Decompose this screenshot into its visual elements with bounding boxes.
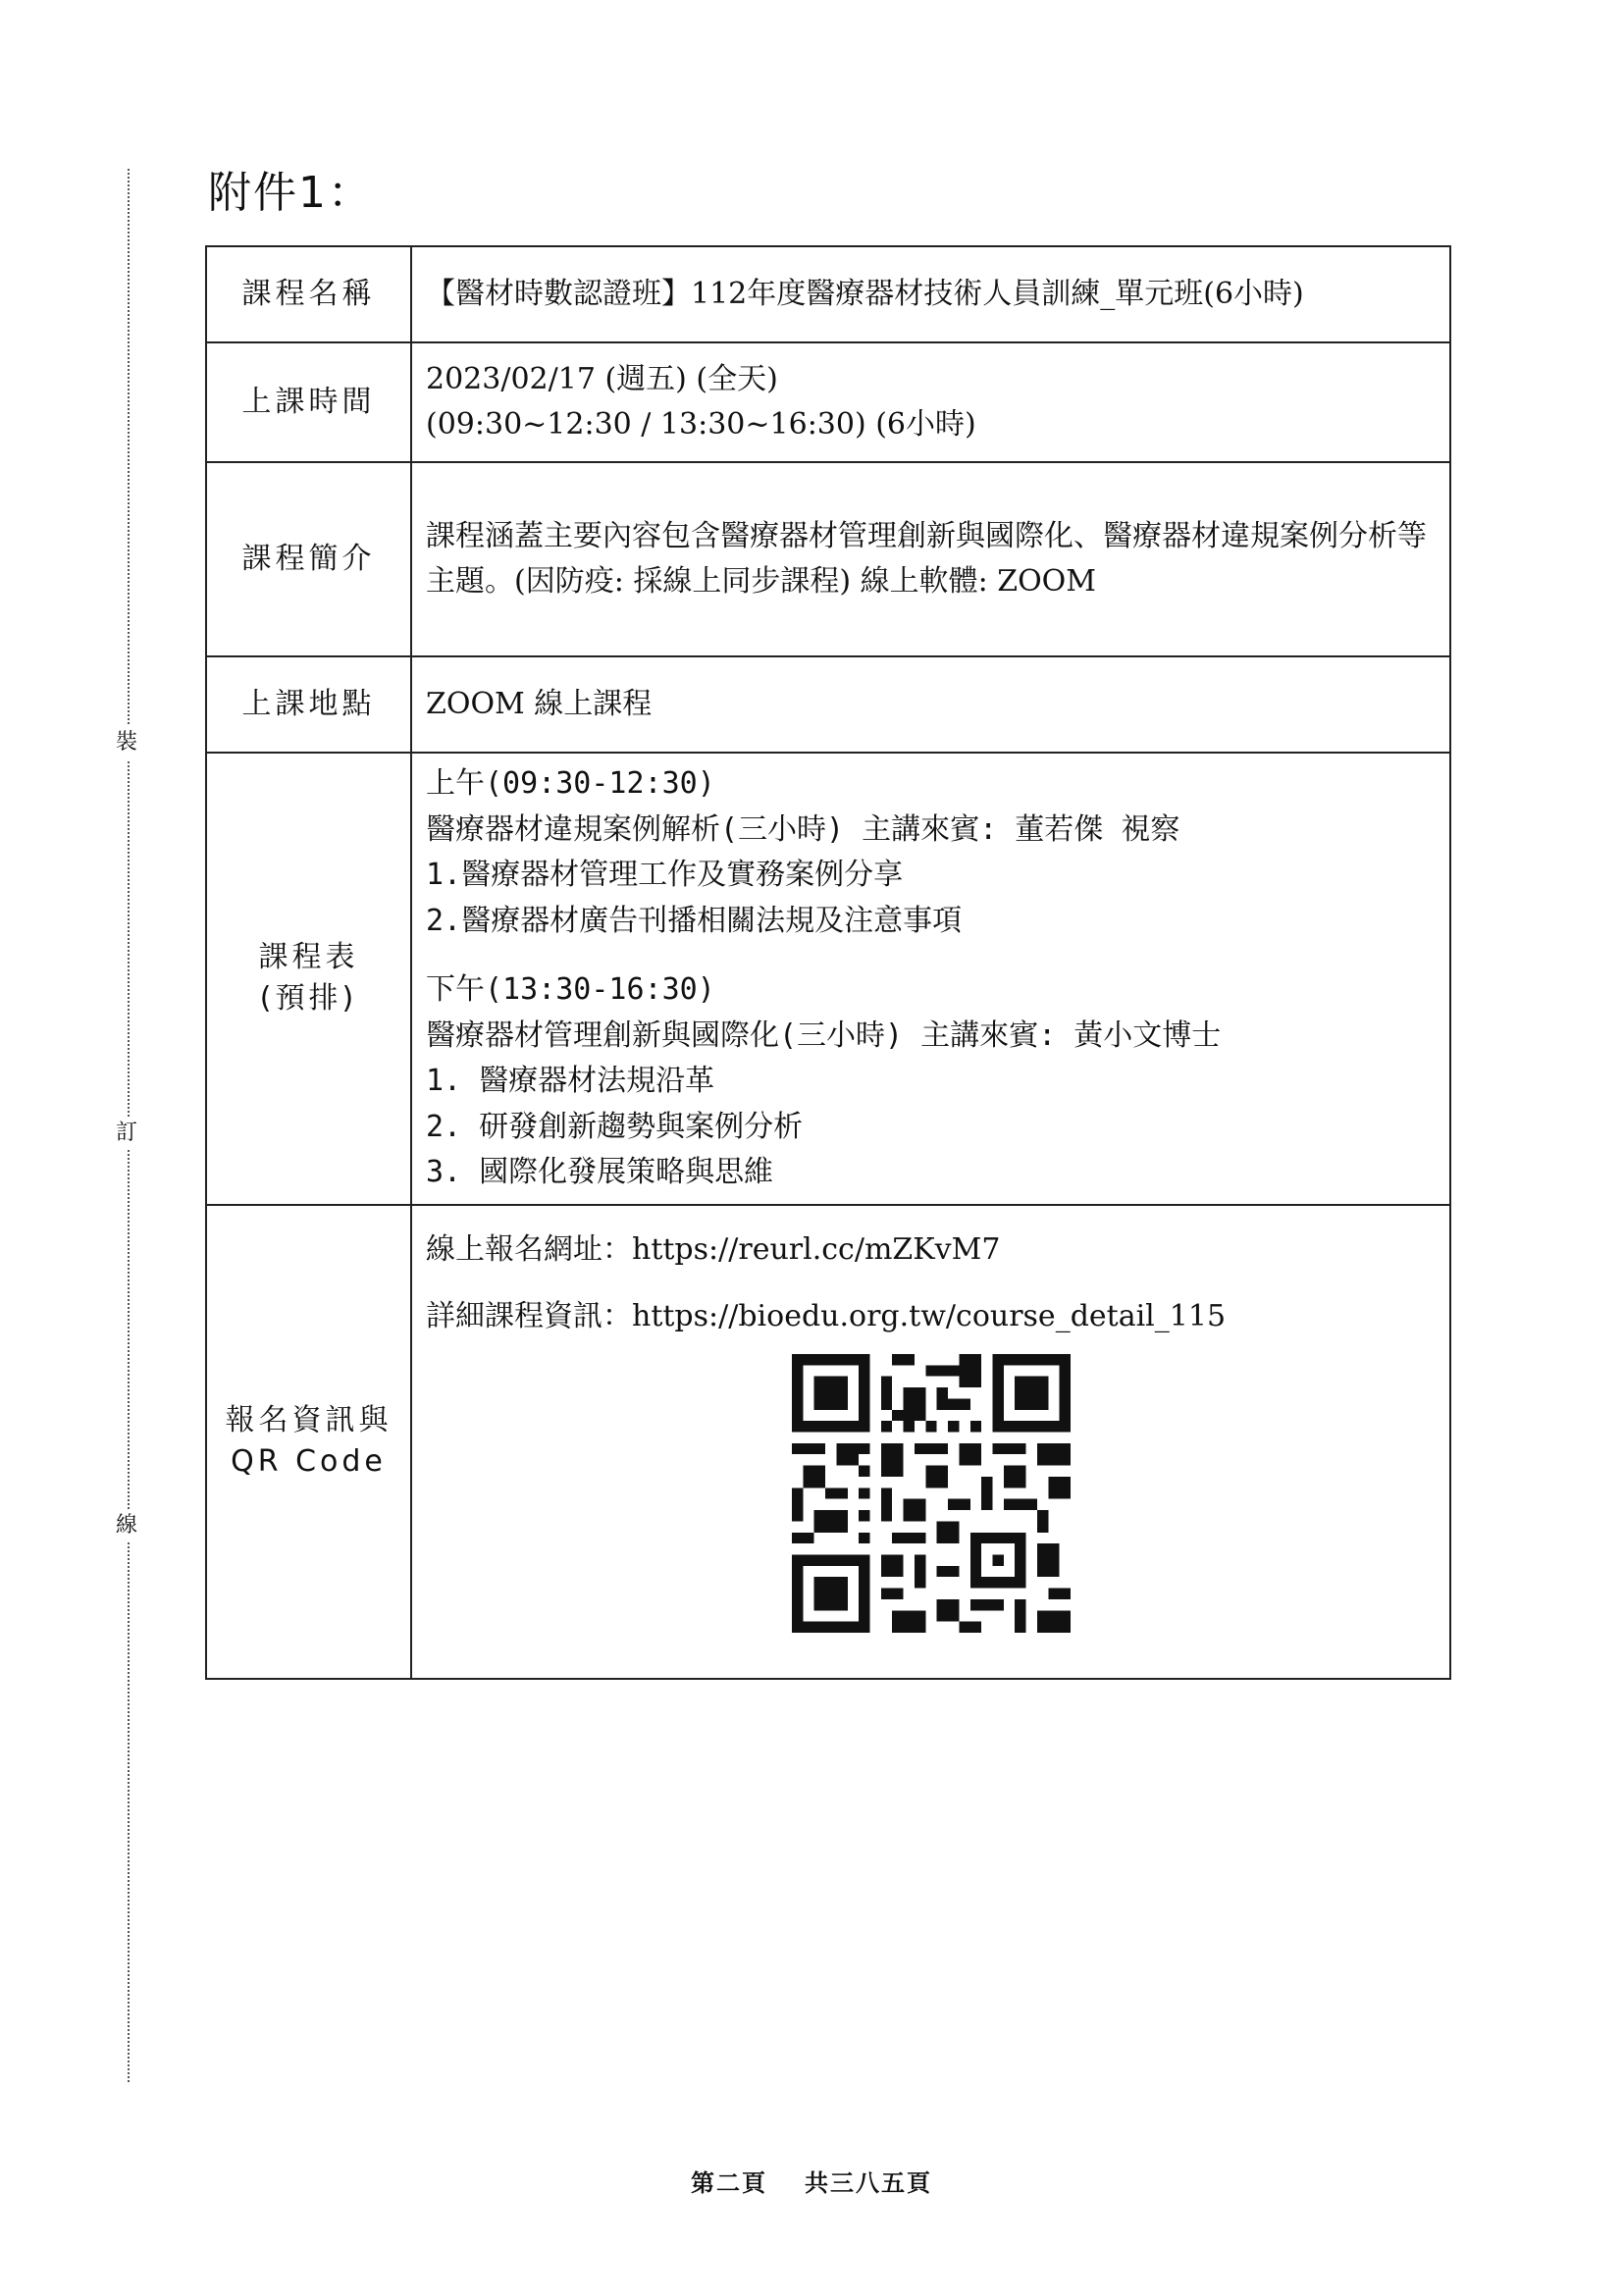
qr-code-icon xyxy=(792,1354,1071,1633)
row-location xyxy=(206,656,1450,753)
registration-value xyxy=(411,1205,1450,1680)
registration-label-main: 報名資訊與 xyxy=(225,1403,393,1438)
class-time-hours: (09:30~12:30 / 13:30~16:30) (6小時) xyxy=(426,407,976,442)
afternoon-topic: 醫療器材管理創新與國際化(三小時) 主講來賓: 黃小文博士 xyxy=(426,1018,1222,1053)
course-name-value: 【醫材時數認證班】112年度醫療器材技術人員訓練_單元班(6小時) xyxy=(411,246,1450,342)
location-label: 上課地點 xyxy=(206,656,411,753)
signup-url[interactable]: 線上報名網址：https://reurl.cc/mZKvM7 xyxy=(426,1231,1001,1267)
schedule-label xyxy=(206,753,411,1205)
morning-topic: 醫療器材違規案例解析(三小時) 主講來賓: 董若傑 視察 xyxy=(426,811,1180,847)
afternoon-heading: 下午(13:30-16:30) xyxy=(426,972,715,1007)
binding-mark-ding: 訂 xyxy=(116,1117,137,1150)
summary-value: 課程涵蓋主要內容包含醫療器材管理創新與國際化、醫療器材違規案例分析等主題。(因防疫: 採線上同步課程) 線上軟體: ZOOM xyxy=(411,462,1450,656)
qr-code[interactable] xyxy=(426,1340,1436,1671)
registration-label-sub: QR Code xyxy=(231,1444,387,1480)
registration-label xyxy=(206,1205,411,1680)
morning-heading: 上午(09:30-12:30) xyxy=(426,766,715,801)
location-value: ZOOM 線上課程 xyxy=(411,656,1450,753)
row-course-name xyxy=(206,246,1450,342)
page-number: 第二頁 xyxy=(691,2169,767,2197)
summary-label: 課程簡介 xyxy=(206,462,411,656)
binding-mark-xian: 線 xyxy=(116,1509,137,1542)
schedule-label-sub: (預排) xyxy=(259,981,358,1017)
afternoon-item: 3. 國際化發展策略與思維 xyxy=(426,1155,774,1189)
course-info-table xyxy=(205,245,1451,1680)
page-footer xyxy=(0,2164,1623,2198)
row-schedule xyxy=(206,753,1450,1205)
row-summary xyxy=(206,462,1450,656)
binding-mark-zhuang: 裝 xyxy=(116,726,137,759)
afternoon-item: 2. 研發創新趨勢與案例分析 xyxy=(426,1109,804,1144)
afternoon-item: 1. 醫療器材法規沿革 xyxy=(426,1064,715,1098)
class-time-date: 2023/02/17 (週五) (全天) xyxy=(426,361,778,396)
class-time-label: 上課時間 xyxy=(206,342,411,462)
row-registration xyxy=(206,1205,1450,1680)
morning-item: 2.醫療器材廣告刊播相關法規及注意事項 xyxy=(426,903,963,938)
page-total: 共三八五頁 xyxy=(805,2169,932,2197)
schedule-value xyxy=(411,753,1450,1205)
morning-item: 1.醫療器材管理工作及實務案例分享 xyxy=(426,858,904,892)
row-class-time xyxy=(206,342,1450,462)
course-name-label: 課程名稱 xyxy=(206,246,411,342)
schedule-label-main: 課程表 xyxy=(258,940,359,975)
class-time-value xyxy=(411,342,1450,462)
attachment-title: 附件1： xyxy=(208,168,373,218)
course-detail-url[interactable]: 詳細課程資訊：https://bioedu.org.tw/course_detail_115 xyxy=(426,1299,1227,1333)
